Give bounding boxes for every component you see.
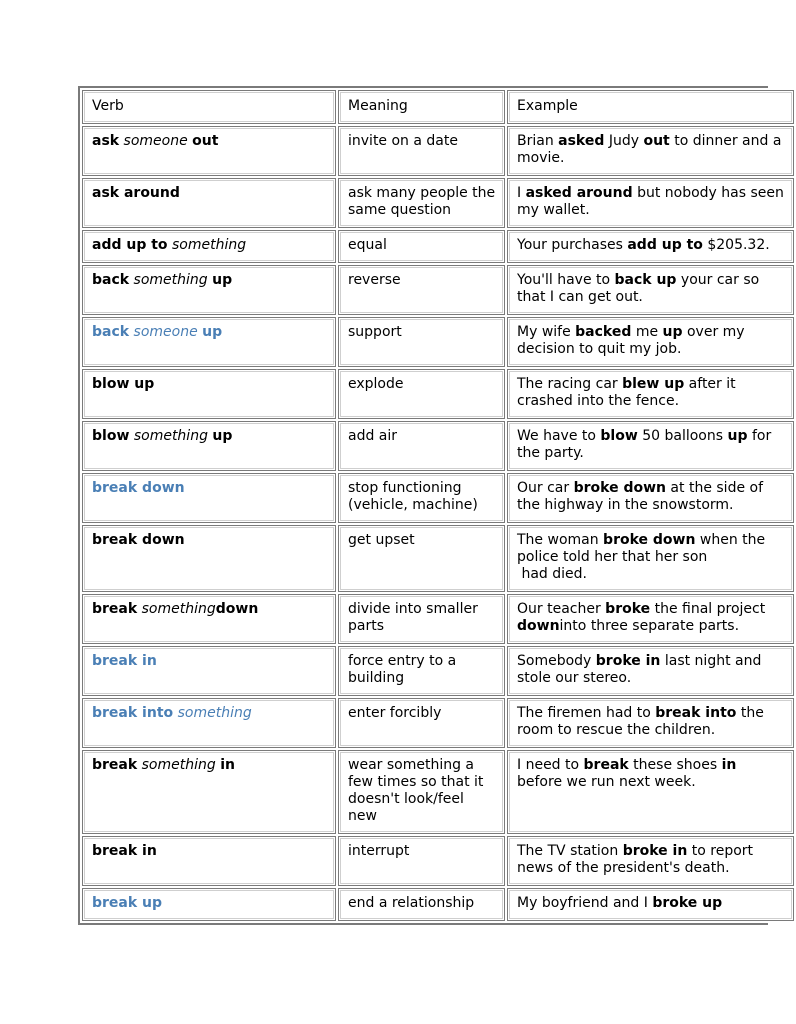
- example-segment: after it crashed into the fence.: [517, 376, 736, 409]
- meaning-cell: [338, 473, 505, 523]
- table-header-row: [82, 90, 794, 124]
- verb-link[interactable]: [92, 480, 185, 496]
- verb-link[interactable]: [92, 895, 162, 911]
- example-segment: break: [583, 757, 629, 773]
- example-segment: Our car: [517, 480, 574, 496]
- table-row: [82, 750, 794, 834]
- table-row: [82, 698, 794, 748]
- verb-segment: blow up: [92, 376, 155, 392]
- example-segment: You'll have to: [517, 272, 615, 288]
- meaning-text: end a relationship: [348, 895, 475, 911]
- example-segment: for the party.: [517, 428, 772, 461]
- verb-text: [92, 601, 258, 617]
- example-segment: Judy: [604, 133, 644, 149]
- meaning-text: interrupt: [348, 843, 410, 859]
- verb-cell: [82, 594, 336, 644]
- phrasal-verbs-sheet: [78, 86, 784, 925]
- header-verb: [82, 90, 336, 124]
- verb-link[interactable]: [92, 324, 222, 340]
- example-segment: me: [631, 324, 663, 340]
- header-meaning-label: Meaning: [348, 98, 408, 114]
- verb-text: [92, 532, 185, 548]
- example-cell: [507, 525, 794, 592]
- table-row: [82, 888, 794, 921]
- verb-segment: something: [141, 601, 216, 617]
- example-segment: but nobody has seen my wallet.: [517, 185, 784, 218]
- verb-segment: someone: [123, 133, 188, 149]
- meaning-cell: [338, 126, 505, 176]
- verb-cell: [82, 178, 336, 228]
- table-row: [82, 646, 794, 696]
- verb-segment: back: [92, 272, 130, 288]
- example-cell: [507, 230, 794, 263]
- verb-segment: out: [192, 133, 219, 149]
- example-segment: The firemen had to: [517, 705, 656, 721]
- verb-cell[interactable]: [82, 888, 336, 921]
- meaning-cell: [338, 698, 505, 748]
- table-row: [82, 126, 794, 176]
- example-cell: [507, 836, 794, 886]
- example-segment: out: [643, 133, 670, 149]
- example-segment: Brian: [517, 133, 559, 149]
- table-body: [82, 90, 794, 921]
- verb-segment: something: [177, 705, 252, 721]
- meaning-cell: [338, 178, 505, 228]
- example-segment: The woman: [517, 532, 604, 548]
- example-cell: [507, 178, 794, 228]
- example-segment: back up: [614, 272, 677, 288]
- example-segment: over my decision to quit my job.: [517, 324, 745, 357]
- verb-segment: down: [215, 601, 259, 617]
- verb-segment: up: [202, 324, 223, 340]
- meaning-cell: [338, 525, 505, 592]
- verb-segment: in: [220, 757, 235, 773]
- verb-segment: break down: [92, 532, 185, 548]
- verb-segment: something: [133, 428, 208, 444]
- example-segment: Our teacher: [517, 601, 606, 617]
- example-segment: down: [517, 618, 560, 634]
- example-segment: to dinner and a movie.: [517, 133, 782, 166]
- example-segment: Somebody: [517, 653, 596, 669]
- example-segment: broke up: [652, 895, 723, 911]
- verb-segment: break up: [92, 895, 163, 911]
- meaning-text: stop functioning (vehicle, machine): [348, 480, 478, 513]
- example-cell: [507, 317, 794, 367]
- table-row: [82, 473, 794, 523]
- example-segment: $205.32.: [702, 237, 770, 253]
- verb-text: [92, 757, 235, 773]
- meaning-cell: [338, 369, 505, 419]
- table-row: [82, 369, 794, 419]
- verb-cell: [82, 750, 336, 834]
- example-cell: [507, 369, 794, 419]
- example-segment: up: [727, 428, 748, 444]
- meaning-cell: [338, 888, 505, 921]
- example-segment: My wife: [517, 324, 576, 340]
- verb-segment: up: [212, 272, 233, 288]
- example-segment: broke down: [573, 480, 666, 496]
- example-segment: the room to rescue the children.: [517, 705, 764, 738]
- example-segment: blew up: [622, 376, 685, 392]
- example-cell: [507, 750, 794, 834]
- verb-cell: [82, 836, 336, 886]
- meaning-text: reverse: [348, 272, 401, 288]
- example-cell: [507, 646, 794, 696]
- meaning-text: get upset: [348, 532, 415, 548]
- example-segment: broke: [605, 601, 651, 617]
- meaning-cell: [338, 594, 505, 644]
- table-row: [82, 178, 794, 228]
- meaning-text: invite on a date: [348, 133, 458, 149]
- verb-segment: someone: [133, 324, 198, 340]
- verb-segment: break into: [92, 705, 174, 721]
- example-segment: broke in: [622, 843, 688, 859]
- header-example: [507, 90, 794, 124]
- example-segment: asked around: [525, 185, 633, 201]
- verb-text: [92, 428, 232, 444]
- verb-segment: ask: [92, 133, 120, 149]
- example-segment: your car so that I can get out.: [517, 272, 760, 305]
- example-cell: [507, 594, 794, 644]
- meaning-text: add air: [348, 428, 398, 444]
- example-segment: The TV station: [517, 843, 623, 859]
- example-segment: at the side of the highway in the snowstorm.: [517, 480, 764, 513]
- verb-cell: [82, 369, 336, 419]
- verb-cell[interactable]: [82, 473, 336, 523]
- example-cell: [507, 698, 794, 748]
- example-segment: before we run next week.: [517, 774, 696, 790]
- example-cell: [507, 126, 794, 176]
- example-segment: asked: [558, 133, 605, 149]
- meaning-cell: [338, 421, 505, 471]
- meaning-text: ask many people the same question: [348, 185, 496, 218]
- verb-text: [92, 185, 180, 201]
- verb-segment: something: [172, 237, 247, 253]
- example-cell: [507, 473, 794, 523]
- example-segment: We have to: [517, 428, 601, 444]
- meaning-text: wear something a few times so that it doesn't look/feel new: [348, 757, 484, 824]
- verb-segment: break: [92, 757, 138, 773]
- meaning-cell: [338, 265, 505, 315]
- verb-cell: [82, 265, 336, 315]
- verb-link[interactable]: [92, 653, 157, 669]
- verb-cell[interactable]: [82, 317, 336, 367]
- meaning-cell: [338, 750, 505, 834]
- example-segment: I need to: [517, 757, 584, 773]
- table-row: [82, 594, 794, 644]
- meaning-text: support: [348, 324, 402, 340]
- phrasal-verbs-table: [80, 88, 796, 923]
- verb-segment: ask around: [92, 185, 180, 201]
- example-segment: into three separate parts.: [559, 618, 740, 634]
- verb-segment: break in: [92, 653, 157, 669]
- table-row: [82, 317, 794, 367]
- example-segment: Your purchases: [517, 237, 628, 253]
- table-row: [82, 525, 794, 592]
- verb-text: [92, 376, 154, 392]
- meaning-text: divide into smaller parts: [348, 601, 478, 634]
- header-meaning: [338, 90, 505, 124]
- example-cell: [507, 265, 794, 315]
- example-segment: these shoes: [628, 757, 722, 773]
- verb-text: [92, 133, 218, 149]
- example-cell: [507, 888, 794, 921]
- meaning-cell: [338, 836, 505, 886]
- verb-segment: up: [212, 428, 233, 444]
- example-segment: to report news of the president's death.: [517, 843, 754, 876]
- example-segment: add up to: [627, 237, 703, 253]
- verb-segment: back: [92, 324, 130, 340]
- verb-segment: add up to: [92, 237, 168, 253]
- meaning-text: force entry to a building: [348, 653, 457, 686]
- example-segment: up: [662, 324, 683, 340]
- table-row: [82, 836, 794, 886]
- verb-segment: break in: [92, 843, 157, 859]
- verb-cell: [82, 126, 336, 176]
- example-cell: [507, 421, 794, 471]
- verb-link[interactable]: [92, 705, 252, 721]
- meaning-text: explode: [348, 376, 404, 392]
- example-segment: backed: [575, 324, 632, 340]
- verb-cell: [82, 421, 336, 471]
- verb-segment: something: [141, 757, 216, 773]
- example-segment: I: [517, 185, 526, 201]
- header-verb-label: Verb: [92, 98, 124, 114]
- verb-text: [92, 843, 157, 859]
- example-segment: in: [721, 757, 737, 773]
- table-row: [82, 230, 794, 263]
- example-segment: broke down: [603, 532, 696, 548]
- meaning-cell: [338, 230, 505, 263]
- verb-segment: something: [133, 272, 208, 288]
- example-segment: The racing car: [517, 376, 623, 392]
- meaning-text: enter forcibly: [348, 705, 442, 721]
- example-segment: the final project: [650, 601, 766, 617]
- example-segment: 50 balloons: [637, 428, 728, 444]
- example-segment: break into: [655, 705, 737, 721]
- verb-segment: break down: [92, 480, 185, 496]
- table-row: [82, 421, 794, 471]
- verb-segment: break: [92, 601, 138, 617]
- verb-segment: blow: [92, 428, 130, 444]
- verb-cell: [82, 230, 336, 263]
- table-row: [82, 265, 794, 315]
- verb-cell[interactable]: [82, 646, 336, 696]
- meaning-cell: [338, 317, 505, 367]
- example-segment: when the police told her that her son: [517, 532, 766, 565]
- verb-text: [92, 237, 246, 253]
- verb-cell[interactable]: [82, 698, 336, 748]
- example-segment: last night and stole our stereo.: [517, 653, 762, 686]
- meaning-cell: [338, 646, 505, 696]
- meaning-text: equal: [348, 237, 387, 253]
- example-segment: broke in: [595, 653, 661, 669]
- example-segment: blow: [600, 428, 638, 444]
- verb-cell: [82, 525, 336, 592]
- example-segment: had died.: [517, 566, 587, 582]
- example-segment: My boyfriend and I: [517, 895, 653, 911]
- verb-text: [92, 272, 232, 288]
- header-example-label: Example: [517, 98, 578, 114]
